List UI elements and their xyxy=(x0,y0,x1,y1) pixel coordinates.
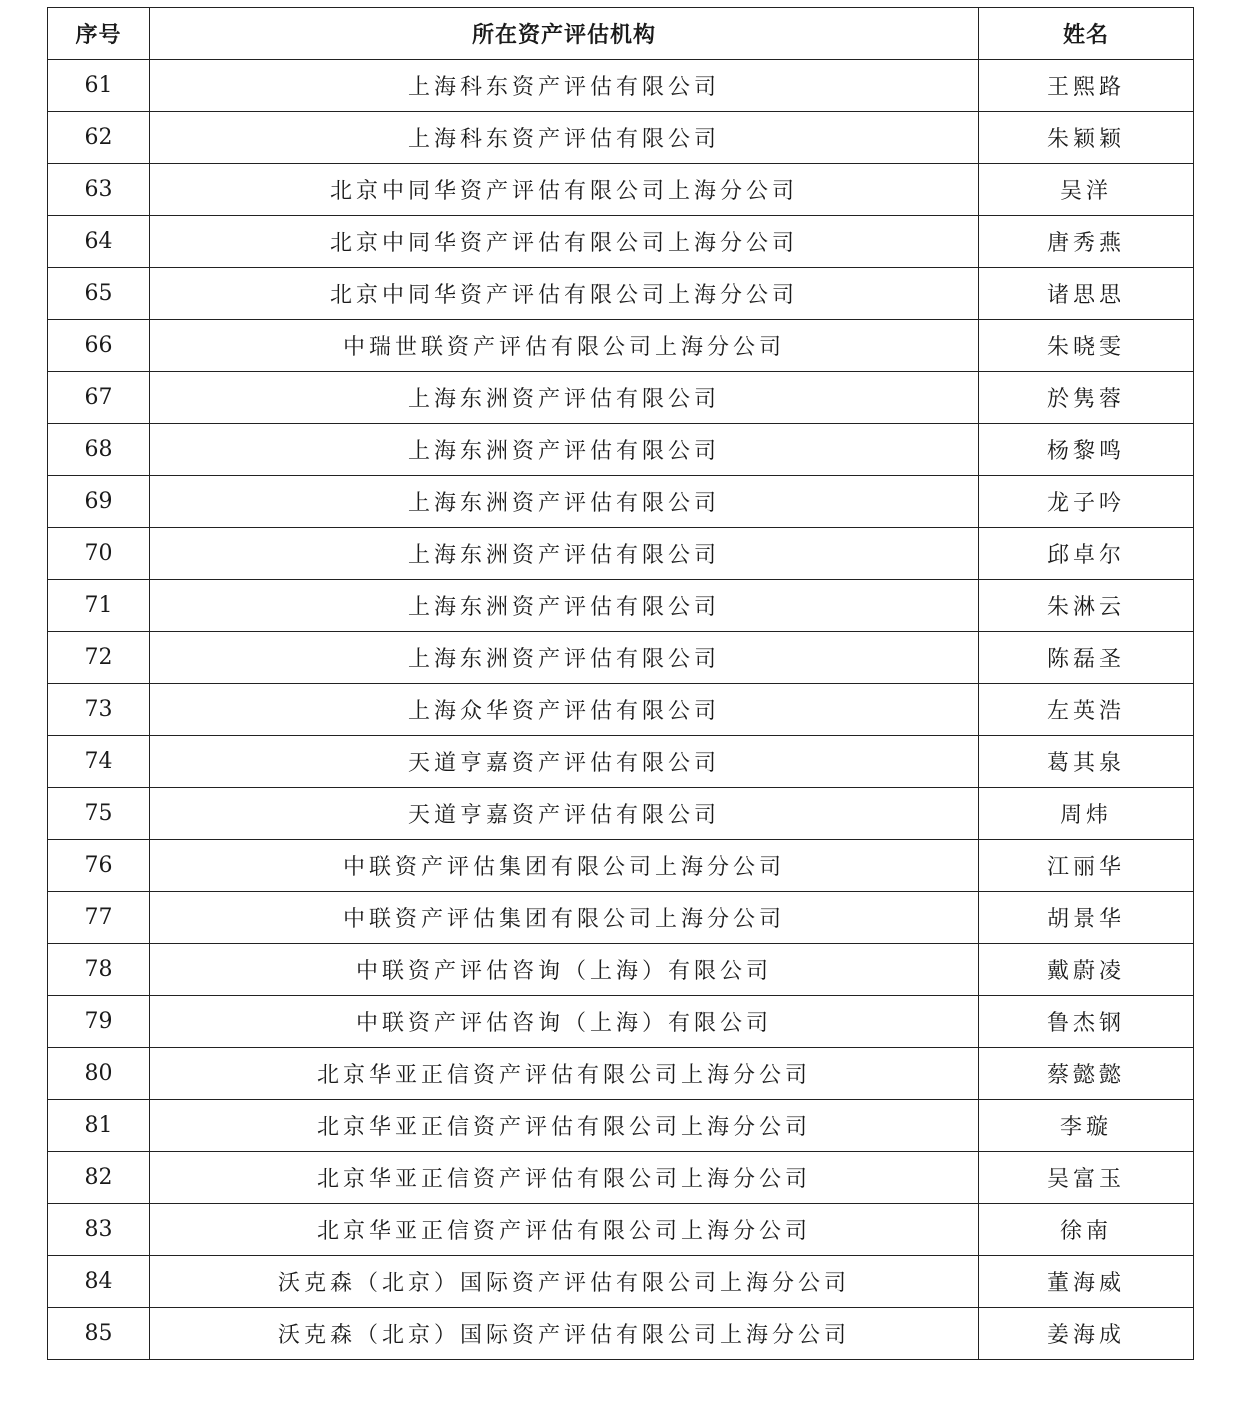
row-index: 82 xyxy=(48,1152,150,1204)
row-person-name: 左英浩 xyxy=(979,684,1194,736)
table-row xyxy=(48,1152,1194,1204)
table-row xyxy=(48,528,1194,580)
table-row xyxy=(48,1308,1194,1360)
row-organization: 北京华亚正信资产评估有限公司上海分公司 xyxy=(150,1204,979,1256)
table-row xyxy=(48,840,1194,892)
row-index: 62 xyxy=(48,112,150,164)
row-person-name: 唐秀燕 xyxy=(979,216,1194,268)
row-index: 85 xyxy=(48,1308,150,1360)
row-organization: 北京华亚正信资产评估有限公司上海分公司 xyxy=(150,1152,979,1204)
table-row xyxy=(48,1256,1194,1308)
row-person-name: 葛其泉 xyxy=(979,736,1194,788)
row-index: 73 xyxy=(48,684,150,736)
table-row xyxy=(48,580,1194,632)
table-row xyxy=(48,996,1194,1048)
row-organization: 北京中同华资产评估有限公司上海分公司 xyxy=(150,164,979,216)
table-row xyxy=(48,1048,1194,1100)
row-person-name: 龙子吟 xyxy=(979,476,1194,528)
row-person-name: 李璇 xyxy=(979,1100,1194,1152)
row-organization: 北京华亚正信资产评估有限公司上海分公司 xyxy=(150,1100,979,1152)
row-index: 75 xyxy=(48,788,150,840)
table-row xyxy=(48,60,1194,112)
row-person-name: 陈磊圣 xyxy=(979,632,1194,684)
row-person-name: 江丽华 xyxy=(979,840,1194,892)
row-person-name: 杨黎鸣 xyxy=(979,424,1194,476)
table-body xyxy=(48,60,1194,1360)
row-index: 76 xyxy=(48,840,150,892)
table-row xyxy=(48,164,1194,216)
row-person-name: 鲁杰钢 xyxy=(979,996,1194,1048)
appraiser-table xyxy=(47,7,1194,1360)
row-organization: 中联资产评估咨询（上海）有限公司 xyxy=(150,996,979,1048)
table-row xyxy=(48,1100,1194,1152)
table-row xyxy=(48,944,1194,996)
row-organization: 上海众华资产评估有限公司 xyxy=(150,684,979,736)
table-row xyxy=(48,424,1194,476)
row-organization: 上海东洲资产评估有限公司 xyxy=(150,424,979,476)
table-row xyxy=(48,112,1194,164)
row-person-name: 朱颖颖 xyxy=(979,112,1194,164)
row-organization: 上海科东资产评估有限公司 xyxy=(150,112,979,164)
row-index: 71 xyxy=(48,580,150,632)
row-index: 67 xyxy=(48,372,150,424)
row-organization: 上海东洲资产评估有限公司 xyxy=(150,476,979,528)
table-row xyxy=(48,892,1194,944)
row-person-name: 邱卓尔 xyxy=(979,528,1194,580)
row-index: 69 xyxy=(48,476,150,528)
table-header-row xyxy=(48,8,1194,60)
row-organization: 天道亨嘉资产评估有限公司 xyxy=(150,736,979,788)
row-person-name: 董海威 xyxy=(979,1256,1194,1308)
row-index: 78 xyxy=(48,944,150,996)
table-row xyxy=(48,736,1194,788)
row-organization: 沃克森（北京）国际资产评估有限公司上海分公司 xyxy=(150,1256,979,1308)
row-person-name: 戴蔚凌 xyxy=(979,944,1194,996)
row-person-name: 徐南 xyxy=(979,1204,1194,1256)
table-row xyxy=(48,684,1194,736)
row-person-name: 蔡懿懿 xyxy=(979,1048,1194,1100)
row-person-name: 吴洋 xyxy=(979,164,1194,216)
row-index: 79 xyxy=(48,996,150,1048)
header-name: 姓名 xyxy=(979,8,1194,60)
row-person-name: 周炜 xyxy=(979,788,1194,840)
table-row xyxy=(48,268,1194,320)
table-row xyxy=(48,320,1194,372)
row-organization: 上海科东资产评估有限公司 xyxy=(150,60,979,112)
table-row xyxy=(48,788,1194,840)
row-person-name: 诸思思 xyxy=(979,268,1194,320)
row-organization: 中联资产评估集团有限公司上海分公司 xyxy=(150,892,979,944)
table-row xyxy=(48,372,1194,424)
row-organization: 上海东洲资产评估有限公司 xyxy=(150,632,979,684)
table-row xyxy=(48,216,1194,268)
row-index: 66 xyxy=(48,320,150,372)
table-row xyxy=(48,476,1194,528)
row-index: 68 xyxy=(48,424,150,476)
row-organization: 中联资产评估咨询（上海）有限公司 xyxy=(150,944,979,996)
row-organization: 上海东洲资产评估有限公司 xyxy=(150,372,979,424)
row-index: 80 xyxy=(48,1048,150,1100)
row-organization: 北京中同华资产评估有限公司上海分公司 xyxy=(150,216,979,268)
row-index: 70 xyxy=(48,528,150,580)
row-person-name: 朱晓雯 xyxy=(979,320,1194,372)
row-index: 64 xyxy=(48,216,150,268)
row-person-name: 於隽蓉 xyxy=(979,372,1194,424)
table-row xyxy=(48,1204,1194,1256)
header-index: 序号 xyxy=(48,8,150,60)
row-index: 77 xyxy=(48,892,150,944)
row-index: 83 xyxy=(48,1204,150,1256)
row-organization: 天道亨嘉资产评估有限公司 xyxy=(150,788,979,840)
row-organization: 北京中同华资产评估有限公司上海分公司 xyxy=(150,268,979,320)
row-index: 84 xyxy=(48,1256,150,1308)
row-person-name: 朱淋云 xyxy=(979,580,1194,632)
row-index: 61 xyxy=(48,60,150,112)
row-organization: 中联资产评估集团有限公司上海分公司 xyxy=(150,840,979,892)
table-row xyxy=(48,632,1194,684)
row-index: 63 xyxy=(48,164,150,216)
row-person-name: 吴富玉 xyxy=(979,1152,1194,1204)
row-organization: 北京华亚正信资产评估有限公司上海分公司 xyxy=(150,1048,979,1100)
row-person-name: 王熙路 xyxy=(979,60,1194,112)
row-organization: 上海东洲资产评估有限公司 xyxy=(150,528,979,580)
row-organization: 中瑞世联资产评估有限公司上海分公司 xyxy=(150,320,979,372)
row-organization: 沃克森（北京）国际资产评估有限公司上海分公司 xyxy=(150,1308,979,1360)
row-index: 81 xyxy=(48,1100,150,1152)
row-index: 65 xyxy=(48,268,150,320)
header-organization: 所在资产评估机构 xyxy=(150,8,979,60)
row-index: 72 xyxy=(48,632,150,684)
row-index: 74 xyxy=(48,736,150,788)
row-person-name: 姜海成 xyxy=(979,1308,1194,1360)
row-person-name: 胡景华 xyxy=(979,892,1194,944)
row-organization: 上海东洲资产评估有限公司 xyxy=(150,580,979,632)
